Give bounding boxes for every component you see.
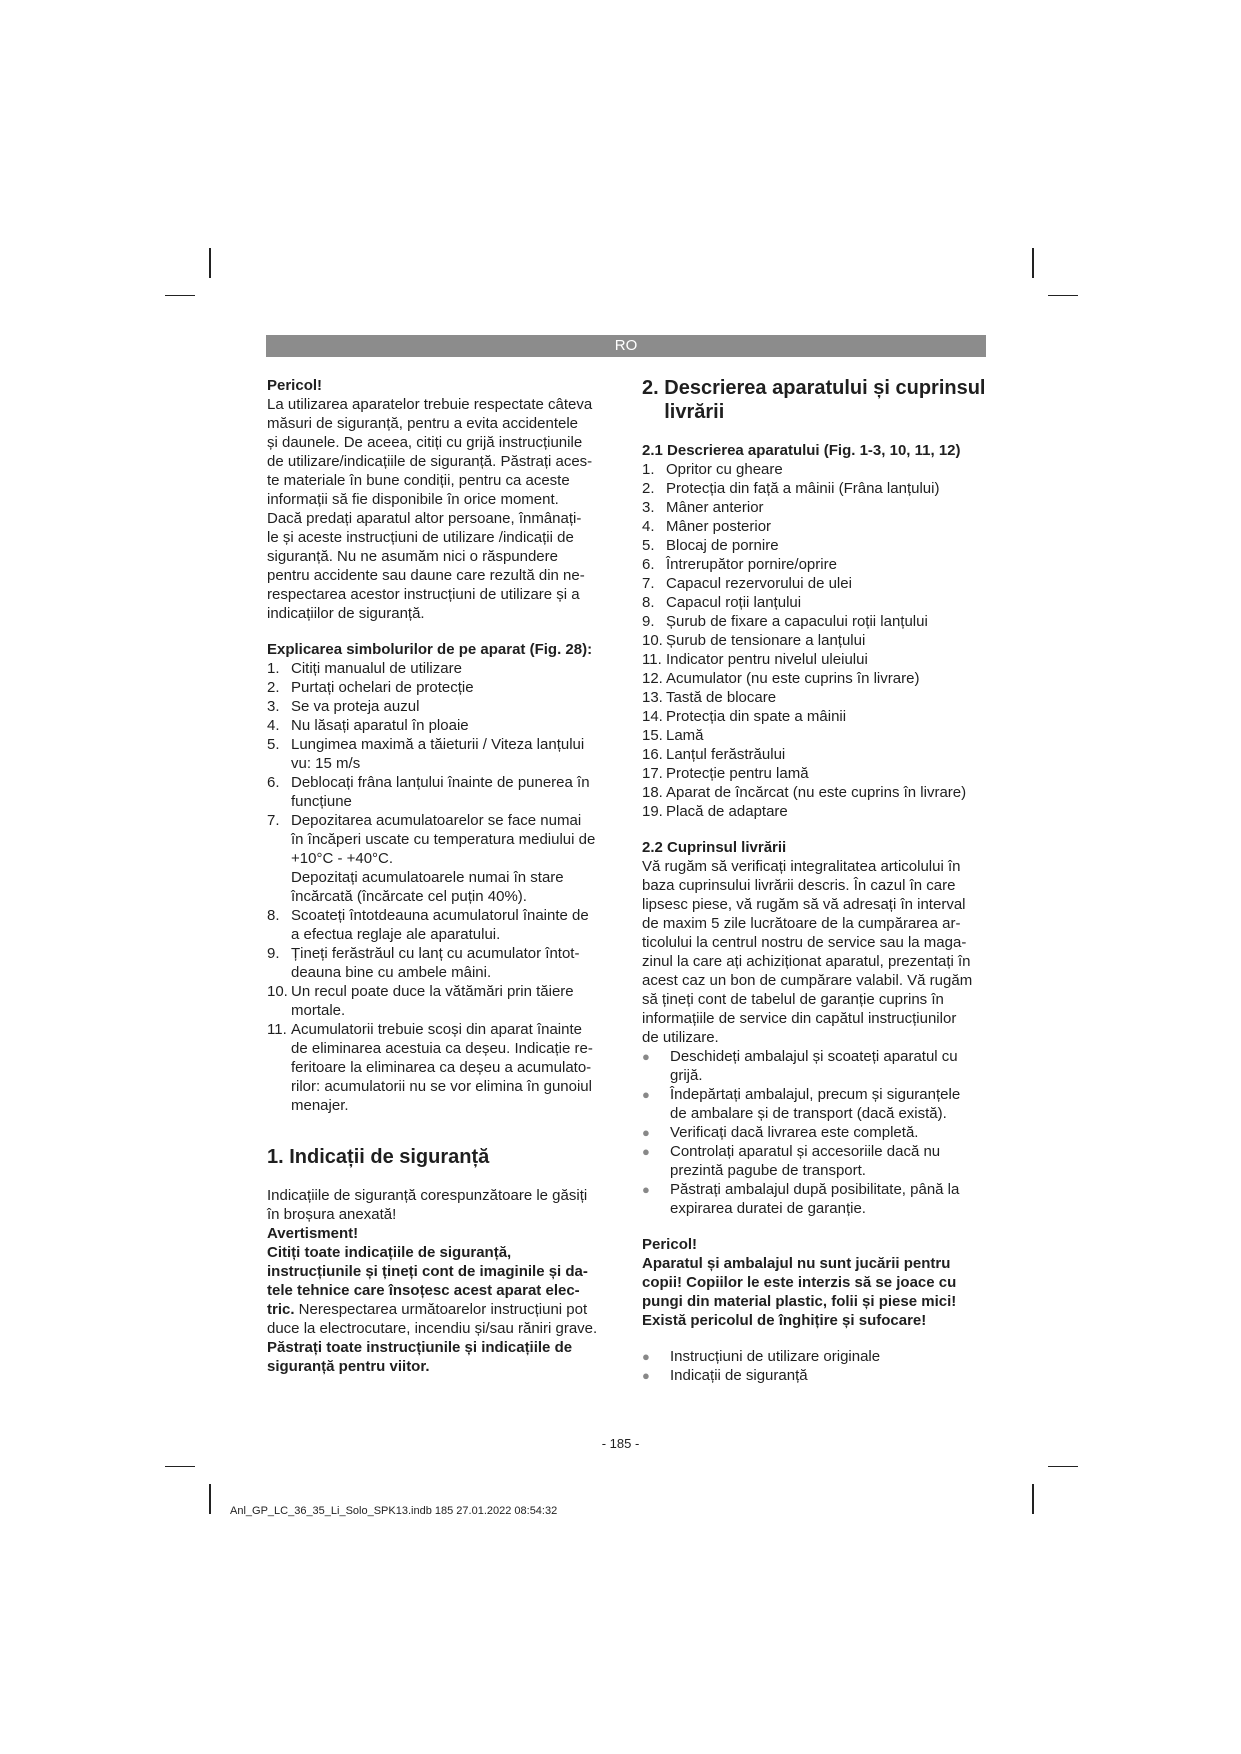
item-number: 10. bbox=[267, 983, 288, 1000]
bullet-icon: ● bbox=[642, 1182, 650, 1197]
item-text: Șurub de tensionare a lanțului bbox=[666, 632, 866, 649]
item-text: feritoare la eliminarea ca deșeu a acumulato- bbox=[291, 1059, 592, 1076]
item-text: Lanțul ferăstrăului bbox=[666, 746, 786, 763]
bullet-icon: ● bbox=[642, 1144, 650, 1159]
item-number: 5. bbox=[642, 537, 655, 554]
item-text: de eliminarea acestuia ca deșeu. Indicație re- bbox=[291, 1040, 593, 1057]
item-text: grijă. bbox=[670, 1067, 703, 1084]
item-number: 4. bbox=[642, 518, 655, 535]
item-text: de ambalare și de transport (dacă există). bbox=[670, 1105, 947, 1122]
list-item bbox=[642, 498, 990, 517]
list-item bbox=[267, 697, 615, 716]
crop-mark-top-right-v bbox=[1032, 248, 1034, 278]
text-line: să țineți cont de tabelul de garanție cuprins în bbox=[642, 991, 944, 1008]
text-line: copii! Copiilor le este interzis să se joace cu bbox=[642, 1274, 957, 1291]
item-number: 3. bbox=[267, 698, 280, 715]
text-line: indicațiilor de siguranță. bbox=[267, 605, 425, 622]
list-item bbox=[642, 802, 990, 821]
heading-number: 2. bbox=[642, 377, 665, 399]
list-item bbox=[642, 688, 990, 707]
item-text: Mâner posterior bbox=[666, 518, 772, 535]
crop-mark-top-left-v bbox=[209, 248, 211, 278]
item-text: Deblocați frâna lanțului înainte de punerea în bbox=[291, 774, 590, 791]
danger-title: Pericol! bbox=[642, 1236, 698, 1253]
documents-list bbox=[642, 1347, 990, 1385]
crop-mark-bottom-right-h bbox=[1048, 1466, 1078, 1467]
item-number: 2. bbox=[642, 480, 655, 497]
item-text: expirarea duratei de garanție. bbox=[670, 1200, 866, 1217]
list-item bbox=[267, 811, 615, 906]
list-item bbox=[642, 1347, 990, 1366]
crop-mark-top-left-h bbox=[165, 295, 195, 296]
item-number: 5. bbox=[267, 736, 280, 753]
item-text: Capacul rezervorului de ulei bbox=[666, 575, 852, 592]
crop-mark-top-right-h bbox=[1048, 295, 1078, 296]
item-number: 3. bbox=[642, 499, 655, 516]
item-text: Deschideți ambalajul și scoateți aparatul cu bbox=[670, 1048, 958, 1065]
right-column bbox=[642, 376, 990, 1385]
text-line: Există pericolul de înghițire și sufocare! bbox=[642, 1312, 927, 1329]
item-text: Protecția din față a mâinii (Frâna lanțului) bbox=[666, 480, 940, 497]
list-item bbox=[642, 555, 990, 574]
text-line: siguranță. Nu ne asumăm nici o răspundere bbox=[267, 548, 558, 565]
item-text: a efectua reglaje ale aparatului. bbox=[291, 926, 501, 943]
bullet-icon: ● bbox=[642, 1087, 650, 1102]
list-item bbox=[642, 1047, 990, 1085]
item-text: prezintă pagube de transport. bbox=[670, 1162, 866, 1179]
item-number: 9. bbox=[642, 613, 655, 630]
item-number: 12. bbox=[642, 670, 663, 687]
list-item bbox=[642, 574, 990, 593]
list-item bbox=[267, 1020, 615, 1115]
item-text: Tastă de blocare bbox=[666, 689, 777, 706]
item-number: 7. bbox=[267, 812, 280, 829]
symbols-title: Explicarea simbolurilor de pe aparat (Fig. 28): bbox=[267, 641, 593, 658]
crop-mark-bottom-right-v bbox=[1032, 1484, 1034, 1514]
list-item bbox=[642, 707, 990, 726]
item-number: 14. bbox=[642, 708, 663, 725]
page-number: - 185 - bbox=[601, 1436, 640, 1451]
item-text: Blocaj de pornire bbox=[666, 537, 779, 554]
item-text: Îndepărtați ambalajul, precum și siguranțele bbox=[670, 1086, 961, 1103]
list-item bbox=[642, 460, 990, 479]
text-line: ticolului la centrul nostru de service sau la maga- bbox=[642, 934, 967, 951]
list-item bbox=[267, 982, 615, 1020]
item-text: Aparat de încărcat (nu este cuprins în livrare) bbox=[666, 784, 967, 801]
text-line: Dacă predați aparatul altor persoane, înmânați- bbox=[267, 510, 582, 527]
item-number: 2. bbox=[267, 679, 280, 696]
list-item bbox=[642, 650, 990, 669]
heading-text: livrării bbox=[664, 401, 725, 423]
text-line: respectarea acestor instrucțiuni de utilizare și a bbox=[267, 586, 580, 603]
list-item bbox=[642, 517, 990, 536]
text-line: și daunele. De aceea, citiți cu grijă instrucțiunile bbox=[267, 434, 583, 451]
text-line: zinul la care ați achiziționat aparatul, prezentați în bbox=[642, 953, 971, 970]
item-text: Acumulatorii trebuie scoși din aparat înainte bbox=[291, 1021, 582, 1038]
bold-fragment: tric. bbox=[267, 1301, 295, 1318]
text-line: siguranță pentru viitor. bbox=[267, 1358, 430, 1375]
item-text: Controlați aparatul și accesoriile dacă nu bbox=[670, 1143, 941, 1160]
text-line: Citiți toate indicațiile de siguranță, bbox=[267, 1244, 512, 1261]
item-number: 11. bbox=[267, 1021, 287, 1038]
danger-paragraph bbox=[267, 395, 615, 623]
item-text: Placă de adaptare bbox=[666, 803, 788, 820]
text-line: de utilizare. bbox=[642, 1029, 719, 1046]
item-text: deauna bine cu ambele mâini. bbox=[291, 964, 492, 981]
item-number: 8. bbox=[267, 907, 280, 924]
item-text: Instrucțiuni de utilizare originale bbox=[670, 1348, 881, 1365]
text-line: informații să fie disponibile în orice moment. bbox=[267, 491, 559, 508]
text-line: în broșura anexată! bbox=[267, 1206, 397, 1223]
subsection-2-1-title: 2.1 Descrierea aparatului (Fig. 1-3, 10, 11, 12) bbox=[642, 442, 961, 459]
subsection-2-2-title: 2.2 Cuprinsul livrării bbox=[642, 839, 787, 856]
item-text: Scoateți întotdeauna acumulatorul înainte de bbox=[291, 907, 589, 924]
text-line: informațiile de service din capătul instrucțiunilor bbox=[642, 1010, 957, 1027]
text-line: Vă rugăm să verificați integralitatea articolului în bbox=[642, 858, 961, 875]
item-text: Opritor cu gheare bbox=[666, 461, 783, 478]
item-text: Șurub de fixare a capacului roții lanțului bbox=[666, 613, 928, 630]
text-line: La utilizarea aparatelor trebuie respectate câteva bbox=[267, 396, 593, 413]
list-item bbox=[267, 906, 615, 944]
item-text: Citiți manualul de utilizare bbox=[291, 660, 462, 677]
text-line: lipsesc piese, vă rugăm să vă adresați în interval bbox=[642, 896, 966, 913]
print-footer: Anl_GP_LC_36_35_Li_Solo_SPK13.indb 185 27.01.2022 08:54:32 bbox=[230, 1505, 558, 1517]
item-text: Se va proteja auzul bbox=[291, 698, 420, 715]
list-item bbox=[642, 1142, 990, 1180]
item-text: Acumulator (nu este cuprins în livrare) bbox=[666, 670, 920, 687]
item-text: Nu lăsați aparatul în ploaie bbox=[291, 717, 469, 734]
text-line: baza cuprinsului livrării descris. În cazul în care bbox=[642, 877, 956, 894]
item-text: Capacul roții lanțului bbox=[666, 594, 802, 611]
item-text: Indicator pentru nivelul uleiului bbox=[666, 651, 868, 668]
list-item bbox=[267, 716, 615, 735]
left-column bbox=[267, 376, 615, 1376]
list-item bbox=[642, 1180, 990, 1218]
text-line: duce la electrocutare, incendiu și/sau răniri grave. bbox=[267, 1320, 598, 1337]
text-line: acest caz un bon de cumpărare valabil. Vă rugăm bbox=[642, 972, 973, 989]
list-item bbox=[642, 669, 990, 688]
item-number: 9. bbox=[267, 945, 280, 962]
text-line: măsuri de siguranță, pentru a evita accidentele bbox=[267, 415, 579, 432]
item-text: încărcată (încărcate cel puțin 40%). bbox=[291, 888, 527, 905]
item-text: Protecția din spate a mâinii bbox=[666, 708, 847, 725]
text-line: Indicațiile de siguranță corespunzătoare le găsiți bbox=[267, 1187, 588, 1204]
item-number: 16. bbox=[642, 746, 663, 763]
list-item bbox=[642, 1085, 990, 1123]
item-text: +10°C - +40°C. bbox=[291, 850, 394, 867]
item-text: Un recul poate duce la vătămări prin tăiere bbox=[291, 983, 574, 1000]
item-text: Țineți ferăstrăul cu lanț cu acumulator întot- bbox=[291, 945, 580, 962]
text-line: Păstrați toate instrucțiunile și indicațiile de bbox=[267, 1339, 573, 1356]
item-text: funcțiune bbox=[291, 793, 352, 810]
list-item bbox=[642, 536, 990, 555]
warning-title: Avertisment! bbox=[267, 1225, 359, 1242]
item-text: mortale. bbox=[291, 1002, 346, 1019]
crop-mark-bottom-left-v bbox=[209, 1484, 211, 1514]
text-line: pungi din material plastic, folii și piese mici! bbox=[642, 1293, 957, 1310]
crop-mark-bottom-left-h bbox=[165, 1466, 195, 1467]
item-text: rilor: acumulatorii nu se vor elimina în gunoiul bbox=[291, 1078, 592, 1095]
text-line: de maxim 5 zile lucrătoare de la cumpărarea ar- bbox=[642, 915, 961, 932]
list-item bbox=[642, 631, 990, 650]
item-text: vu: 15 m/s bbox=[291, 755, 361, 772]
text-line: instrucțiunile și țineți cont de imaginile și da- bbox=[267, 1263, 588, 1280]
item-text: Depozitarea acumulatoarelor se face numai bbox=[291, 812, 582, 829]
section-2-heading bbox=[642, 376, 990, 424]
parts-list bbox=[642, 460, 990, 821]
list-item bbox=[642, 783, 990, 802]
language-header-bar: RO bbox=[266, 335, 986, 357]
list-item bbox=[642, 726, 990, 745]
text-line: te materiale în bune condiții, pentru ca aceste bbox=[267, 472, 570, 489]
item-number: 1. bbox=[267, 660, 280, 677]
item-text: Purtați ochelari de protecție bbox=[291, 679, 474, 696]
list-item bbox=[642, 612, 990, 631]
delivery-checklist bbox=[642, 1047, 990, 1218]
heading-text: Descrierea aparatului și cuprinsul bbox=[664, 377, 986, 399]
item-number: 10. bbox=[642, 632, 663, 649]
list-item bbox=[642, 593, 990, 612]
item-text: în încăperi uscate cu temperatura mediului de bbox=[291, 831, 596, 848]
bullet-icon: ● bbox=[642, 1349, 650, 1364]
text-line bbox=[267, 1300, 615, 1319]
item-number: 18. bbox=[642, 784, 663, 801]
normal-fragment: Nerespectarea următoarelor instrucțiuni pot bbox=[294, 1301, 588, 1318]
delivery-paragraph bbox=[642, 857, 990, 1047]
item-number: 6. bbox=[267, 774, 280, 791]
item-number: 7. bbox=[642, 575, 655, 592]
item-number: 15. bbox=[642, 727, 663, 744]
text-line: le și aceste instrucțiuni de utilizare /indicații de bbox=[267, 529, 574, 546]
section-1-heading: 1. Indicații de siguranță bbox=[267, 1146, 490, 1168]
bullet-icon: ● bbox=[642, 1125, 650, 1140]
list-item bbox=[267, 659, 615, 678]
list-item bbox=[267, 773, 615, 811]
item-number: 4. bbox=[267, 717, 280, 734]
item-number: 1. bbox=[642, 461, 655, 478]
item-text: Lamă bbox=[666, 727, 704, 744]
list-item bbox=[642, 1123, 990, 1142]
text-line: Aparatul și ambalajul nu sunt jucării pentru bbox=[642, 1255, 951, 1272]
list-item bbox=[642, 479, 990, 498]
item-number: 8. bbox=[642, 594, 655, 611]
list-item bbox=[267, 735, 615, 773]
symbols-list bbox=[267, 659, 615, 1115]
danger-title: Pericol! bbox=[267, 377, 323, 394]
bullet-icon: ● bbox=[642, 1368, 650, 1383]
item-text: Întrerupător pornire/oprire bbox=[666, 556, 837, 573]
item-number: 11. bbox=[642, 651, 662, 668]
list-item bbox=[267, 678, 615, 697]
item-text: Verificați dacă livrarea este completă. bbox=[670, 1124, 919, 1141]
list-item bbox=[642, 745, 990, 764]
item-text: Depozitați acumulatoarele numai în stare bbox=[291, 869, 564, 886]
list-item bbox=[267, 944, 615, 982]
item-text: Lungimea maximă a tăieturii / Viteza lanțului bbox=[291, 736, 585, 753]
list-item bbox=[642, 764, 990, 783]
text-line: tele tehnice care însoțesc acest aparat elec- bbox=[267, 1282, 580, 1299]
item-number: 19. bbox=[642, 803, 663, 820]
text-line: pentru accidente sau daune care rezultă din ne- bbox=[267, 567, 585, 584]
item-number: 6. bbox=[642, 556, 655, 573]
item-number: 17. bbox=[642, 765, 663, 782]
item-text: Mâner anterior bbox=[666, 499, 764, 516]
item-number: 13. bbox=[642, 689, 663, 706]
item-text: Indicații de siguranță bbox=[670, 1367, 808, 1384]
list-item bbox=[642, 1366, 990, 1385]
item-text: Protecție pentru lamă bbox=[666, 765, 809, 782]
bullet-icon: ● bbox=[642, 1049, 650, 1064]
item-text: menajer. bbox=[291, 1097, 349, 1114]
text-line: de utilizare/indicațiile de siguranță. Păstrați aces- bbox=[267, 453, 593, 470]
item-text: Păstrați ambalajul după posibilitate, până la bbox=[670, 1181, 960, 1198]
